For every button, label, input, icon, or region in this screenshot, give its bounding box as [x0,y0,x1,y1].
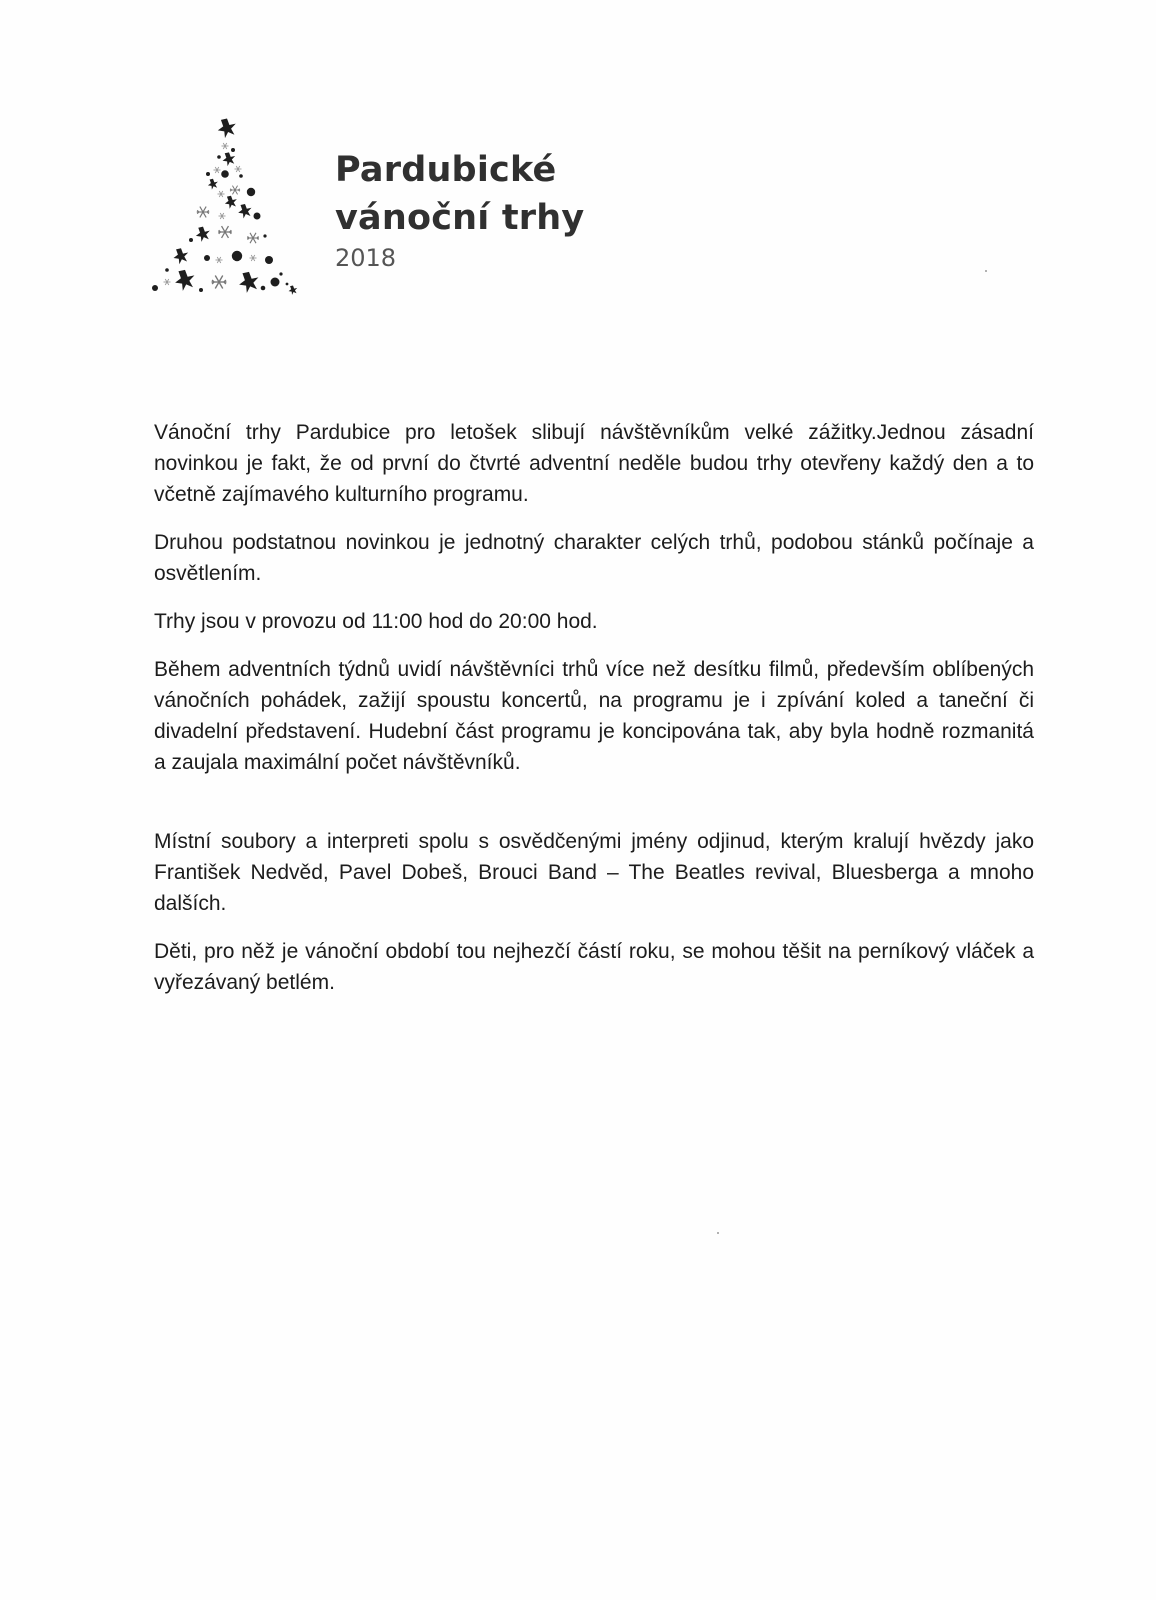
scan-speck [985,270,987,272]
paragraph-hours: Trhy jsou v provozu od 11:00 hod do 20:00 hod. [154,610,598,633]
title-year: 2018 [335,244,397,272]
title-line-1: Pardubické [335,150,557,190]
paragraph-children: Děti, pro něž je vánoční období tou nejhezčí částí roku, se mohou těšit na perníkový vláček a vyřezávaný betlém. [154,940,1034,994]
paragraph-intro: Vánoční trhy Pardubice pro letošek slibují návštěvníkům velké zážitky.Jednou zásadní novinkou je fakt, že od první do čtvrté adventní neděle budou trhy otevřeny každý den a to včetně zajímavého kulturního programu. [154,421,1034,506]
christmas-tree-icon [145,110,310,305]
header [145,110,645,310]
paragraph-character: Druhou podstatnou novinkou je jednotný charakter celých trhů, podobou stánků počínaje a osvětlením. [154,531,1034,585]
paragraph-program: Během adventních týdnů uvidí návštěvníci trhů více než desítku filmů, především oblíbených vánočních pohádek, zažijí spoustu koncertů, na programu je i zpívání koled a taneční či divadelní představení. Hudební část programu je koncipována tak, aby byla hodně rozmanitá a zaujala maximální počet návštěvníků. [154,658,1034,774]
scan-speck [717,1232,719,1234]
title-block [335,146,584,276]
paragraph-performers: Místní soubory a interpreti spolu s osvědčenými jmény odjinud, kterým kralují hvězdy jako František Nedvěd, Pavel Dobeš, Brouci Band – The Beatles revival, Bluesberga a mnoho dalších. [154,830,1034,915]
body-text [154,417,1034,1015]
title-line-2: vánoční trhy [335,198,585,238]
